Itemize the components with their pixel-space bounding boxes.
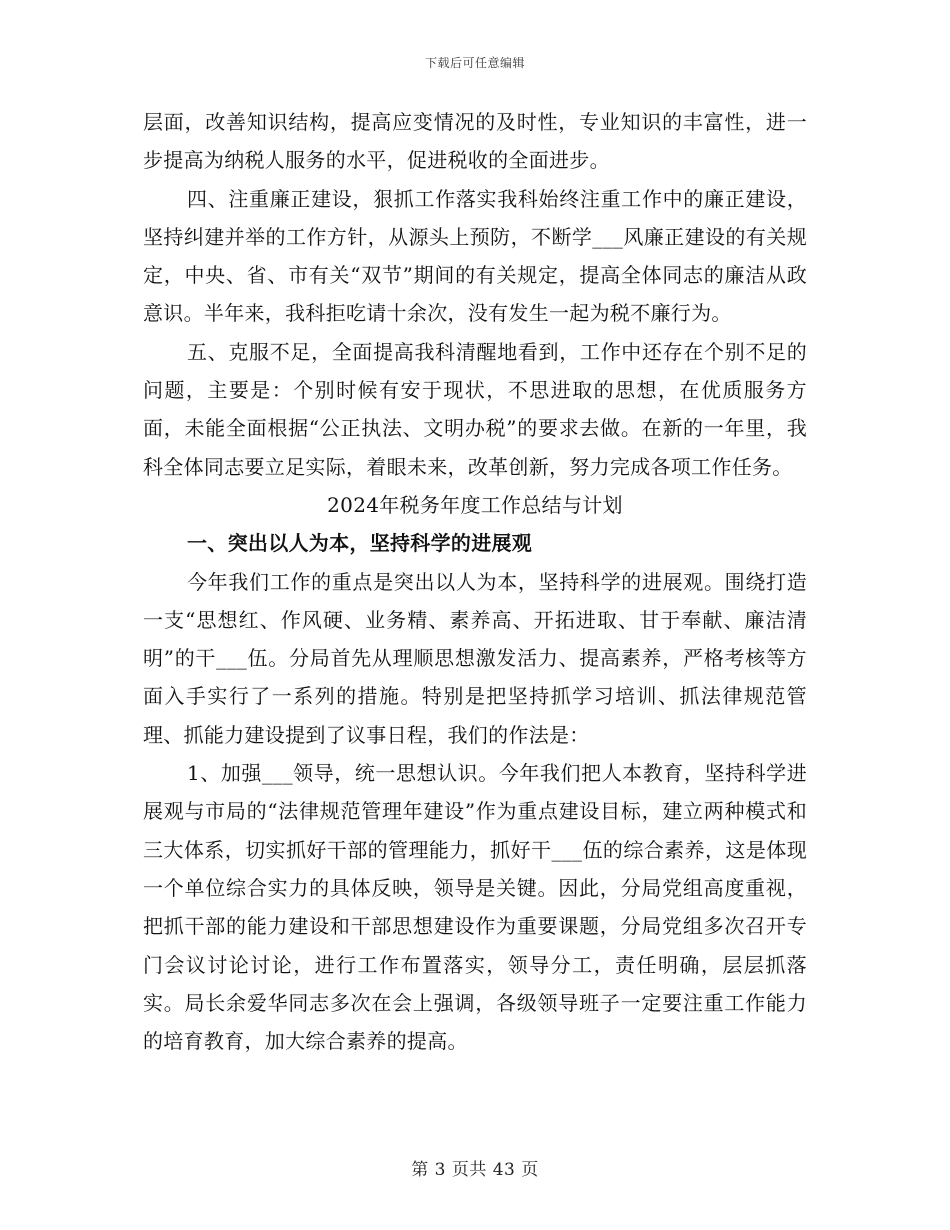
document-title: 2024年税务年度工作总结与计划	[327, 492, 623, 517]
page-header-note: 下载后可任意编辑	[424, 56, 525, 70]
section-one-heading: 一、突出以人为本，坚持科学的进展观	[187, 531, 533, 556]
paragraph-item-one: 1、加强___领导，统一思想认识。今年我们把人本教育，坚持科学进展观与市局的“法律规范管理年建设”作为重点建设目标，建立两种模式和三大体系，切实抓好干部的管理能力，抓好干___伍的综合素养，这是体现一个单位综合实力的具体反映，领导是关键。因此，分局党组高度重视，把抓干部的能力建设和干部思想建设作为重要课题，分局党组多次召开专门会议讨论讨论，进行工作布置落实，领导分工，责任明确，层层抓落实。局长余爱华同志多次在会上强调，各级领导班子一定要注重工作能力的培育教育，加大综合素养的提高。	[143, 761, 807, 1054]
paragraph-work-focus: 今年我们工作的重点是突出以人为本，坚持科学的进展观。围绕打造一支“思想红、作风硬、业务精、素养高、开拓进取、甘于奉献、廉洁清明”的干___伍。分局首先从理顺思想激发活力、提高素养，严格考核等方面入手实行了一系列的措施。特别是把坚持抓学习培训、抓法律规范管理、抓能力建设提到了议事日程，我们的作法是：	[143, 569, 807, 747]
paragraph-section-four: 四、注重廉正建设，狠抓工作落实我科始终注重工作中的廉正建设，坚持纠建并举的工作方针，从源头上预防，不断学___风廉正建设的有关规定，中央、省、市有关“双节”期间的有关规定，提高全体同志的廉洁从政意识。半年来，我科拒吃请十余次，没有发生一起为税不廉行为。	[143, 186, 807, 326]
page-number: 第 3 页共 43 页	[411, 1160, 539, 1180]
paragraph-section-five: 五、克服不足，全面提高我科清醒地看到，工作中还存在个别不足的问题，主要是：个别时候有安于现状，不思进取的思想，在优质服务方面，未能全面根据“公正执法、文明办税”的要求去做。在新的一年里，我科全体同志要立足实际，着眼未来，改革创新，努力完成各项工作任务。	[143, 339, 807, 479]
document-body	[143, 103, 807, 1060]
paragraph-continued: 层面，改善知识结构，提高应变情况的及时性，专业知识的丰富性，进一步提高为纳税人服务的水平，促进税收的全面进步。	[143, 110, 807, 173]
